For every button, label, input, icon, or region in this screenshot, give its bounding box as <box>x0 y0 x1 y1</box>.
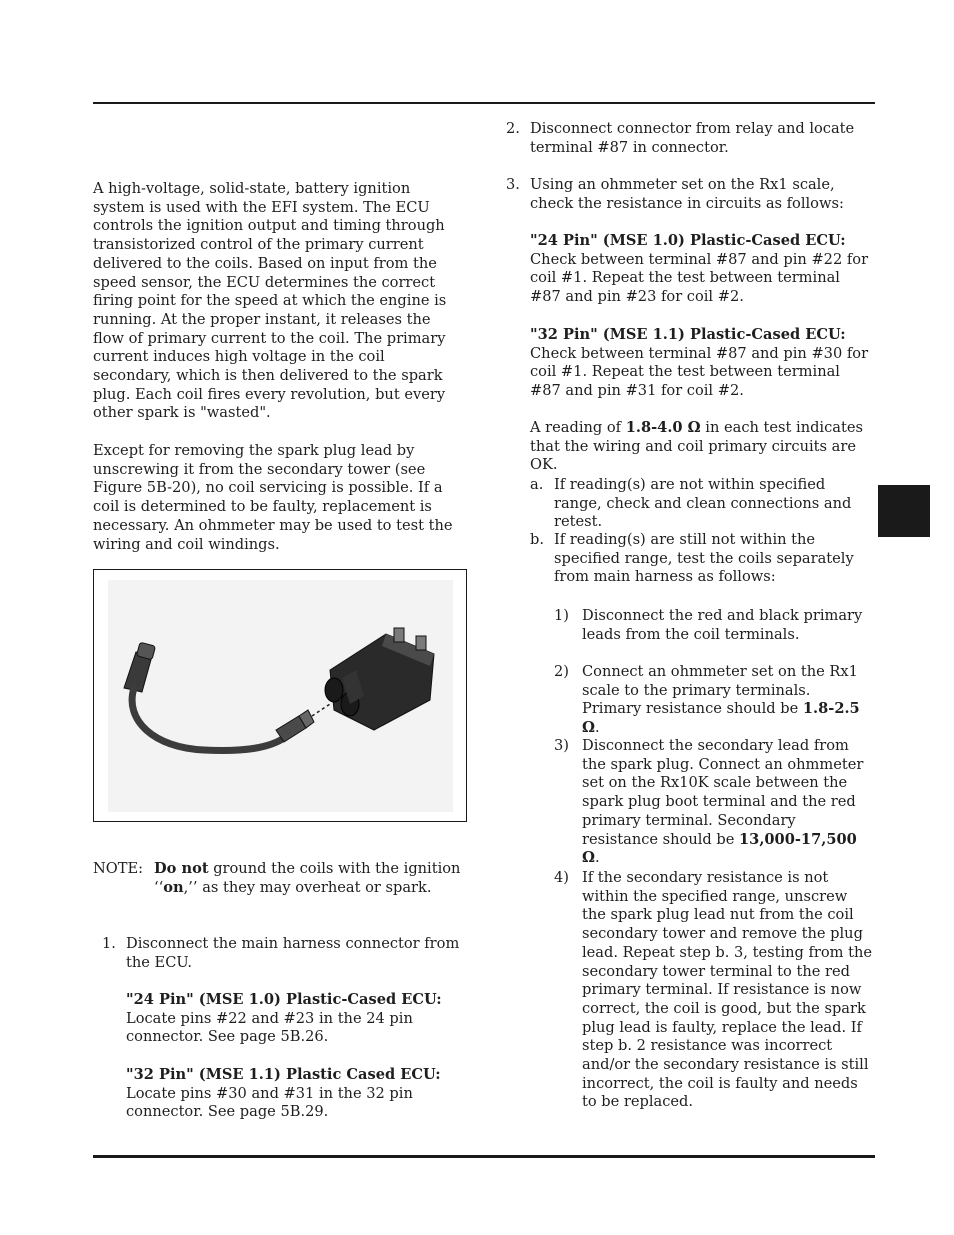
step-1-24pin: "24 Pin" (MSE 1.0) Plastic-Cased ECU: Locate pins #22 and #23 in the 24 pin connector. See page 5B.26. <box>126 991 442 1046</box>
sub-3-text: Disconnect the secondary lead from the spark plug. Connect an ohmmeter set on the Rx10K scale between the spark plug boot terminal and the red primary terminal. Secondary resistance should be 13,000-17,500 Ω. <box>582 737 864 867</box>
sub-a-text: If reading(s) are not within specified range, check and clean connections and retest. <box>554 476 852 531</box>
sub-b-label: b. <box>530 531 544 548</box>
step-1-text: Disconnect the main harness connector from the ECU. <box>126 935 460 971</box>
section-tab-marker <box>878 485 930 537</box>
sub-b-text: If reading(s) are still not within the specified range, test the coils separately from main harness as follows: <box>554 531 854 586</box>
step-3-32pin: "32 Pin" (MSE 1.1) Plastic-Cased ECU: Check between terminal #87 and pin #30 for coil #1. Repeat the test between terminal #87 and pin #31 for coil #2. <box>530 326 869 400</box>
sub-3-label: 3) <box>554 737 569 754</box>
service-paragraph: Except for removing the spark plug lead by unscrewing it from the secondary tower (see Figure 5B-20), no coil servicing is possible. If a coil is determined to be faulty, replacement is necessary. An ohmmeter may be used to test the wiring and coil windings. <box>93 442 453 553</box>
step-3-text: Using an ohmmeter set on the Rx1 scale, check the resistance in circuits as follows: <box>530 176 844 212</box>
step-2-number: 2. <box>506 120 520 137</box>
sub-4-text: If the secondary resistance is not within the specified range, unscrew the spark plug lead nut from the coil secondary tower and remove the plug lead. Repeat step b. 3, testing from the secondary tower terminal to the red primary terminal. If resistance is now correct, the coil is good, but the spark plug lead is faulty, replace the lead. If step b. 2 resistance was incorrect and/or the secondary resistance is still incorrect, the coil is faulty and needs to be replaced. <box>582 869 873 1111</box>
sub-2-label: 2) <box>554 663 569 680</box>
sub-4-label: 4) <box>554 869 569 886</box>
note-text: Do not ground the coils with the ignition ‘‘on,’’ as they may overheat or spark. <box>154 860 461 896</box>
sub-a-label: a. <box>530 476 544 493</box>
header-rule <box>93 102 875 104</box>
step-3-number: 3. <box>506 176 520 193</box>
step-3-24pin: "24 Pin" (MSE 1.0) Plastic-Cased ECU: Check between terminal #87 and pin #22 for coil #1. Repeat the test between terminal #87 and pin #23 for coil #2. <box>530 232 869 306</box>
note-label: NOTE: <box>93 860 144 877</box>
step-2-text: Disconnect connector from relay and locate terminal #87 in connector. <box>530 120 855 156</box>
step-3-reading: A reading of 1.8-4.0 Ω in each test indicates that the wiring and coil primary circuits are OK. <box>530 419 863 474</box>
sub-1-text: Disconnect the red and black primary leads from the coil terminals. <box>582 607 863 643</box>
sub-2-text: Connect an ohmmeter set on the Rx1 scale to the primary terminals. Primary resistance should be 1.8-2.5 Ω. <box>582 663 860 737</box>
sub-1-label: 1) <box>554 607 569 624</box>
ignition-coil-photo <box>94 570 467 822</box>
intro-paragraph: A high-voltage, solid-state, battery ignition system is used with the EFI system. The ECU controls the ignition output and timing through transistorized control of the primary current delivered to the coils. Based on input from the speed sensor, the ECU determines the correct firing point for the speed at which the engine is running. At the proper instant, it releases the flow of primary current to the coil. The primary current induces high voltage in the coil secondary, which is then delivered to the spark plug. Each coil fires every revolution, but every other spark is "wasted". <box>93 180 447 422</box>
step-1-number: 1. <box>102 935 116 952</box>
ignition-coil-figure <box>93 569 467 822</box>
footer-rule <box>93 1155 875 1158</box>
step-1-32pin: "32 Pin" (MSE 1.1) Plastic Cased ECU: Locate pins #30 and #31 in the 32 pin connector. See page 5B.29. <box>126 1066 441 1121</box>
